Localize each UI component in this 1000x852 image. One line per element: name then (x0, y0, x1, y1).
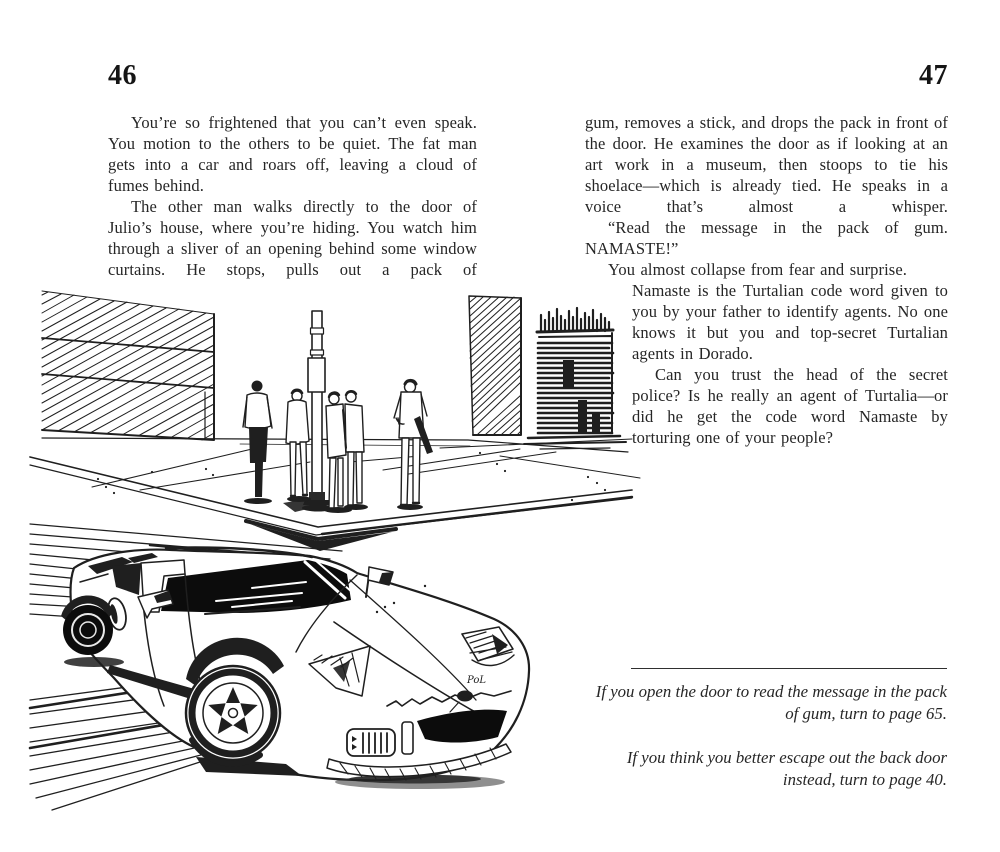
car-rear-wheel (63, 605, 113, 655)
choice-option: If you open the door to read the message in the pack of gum, turn to page 65. (595, 682, 947, 723)
car-lamp-grille (347, 729, 395, 756)
left-building (42, 291, 214, 440)
sports-car (61, 547, 529, 789)
paragraph: gum, removes a stick, and drops the pack in front of the door. He examines the door as if looking at an art work in a museum, then stoops to tie his shoelace—which is already tied. He speaks in a voice that’s almost a whisper. (585, 113, 948, 216)
left-page-number: 46 (108, 60, 137, 91)
pedestrian-man-dark-pants (243, 381, 272, 505)
choice-option: If you think you better escape out the back door instead, turn to page 40. (626, 748, 947, 789)
pedestrian-woman-hood (286, 390, 311, 502)
artist-signature: PoL (467, 675, 486, 686)
pedestrian-couple (324, 391, 368, 513)
paragraph: “Read the message in the pack of gum. NAMASTE!” (585, 218, 948, 258)
right-building (469, 296, 521, 435)
paragraph: The other man walks directly to the door of Julio’s house, where you’re hiding. You watch him through a sliver of an opening behind some window curtains. He stops, pulls out a pack of (108, 197, 477, 279)
pedestrians (243, 380, 433, 513)
dark-gate (524, 308, 626, 449)
paragraph: You almost collapse from fear and surprise. (608, 260, 907, 279)
paragraph: You’re so frightened that you can’t even speak. You motion to the others to be quiet. The fat man gets into a car and roars off, leaving a cloud of fumes behind. (108, 113, 477, 195)
right-page-number: 47 (919, 60, 948, 91)
paragraph: Can you trust the head of the secret police? Is he really an agent of Turtalia—or did he get the code word Namaste by torturing one of your people? (632, 365, 948, 447)
paragraph: Namaste is the Turtalian code word given to you by your father to identify agents. No one knows it but you and top-secret Turtalian agents in Dorado. (632, 281, 948, 363)
